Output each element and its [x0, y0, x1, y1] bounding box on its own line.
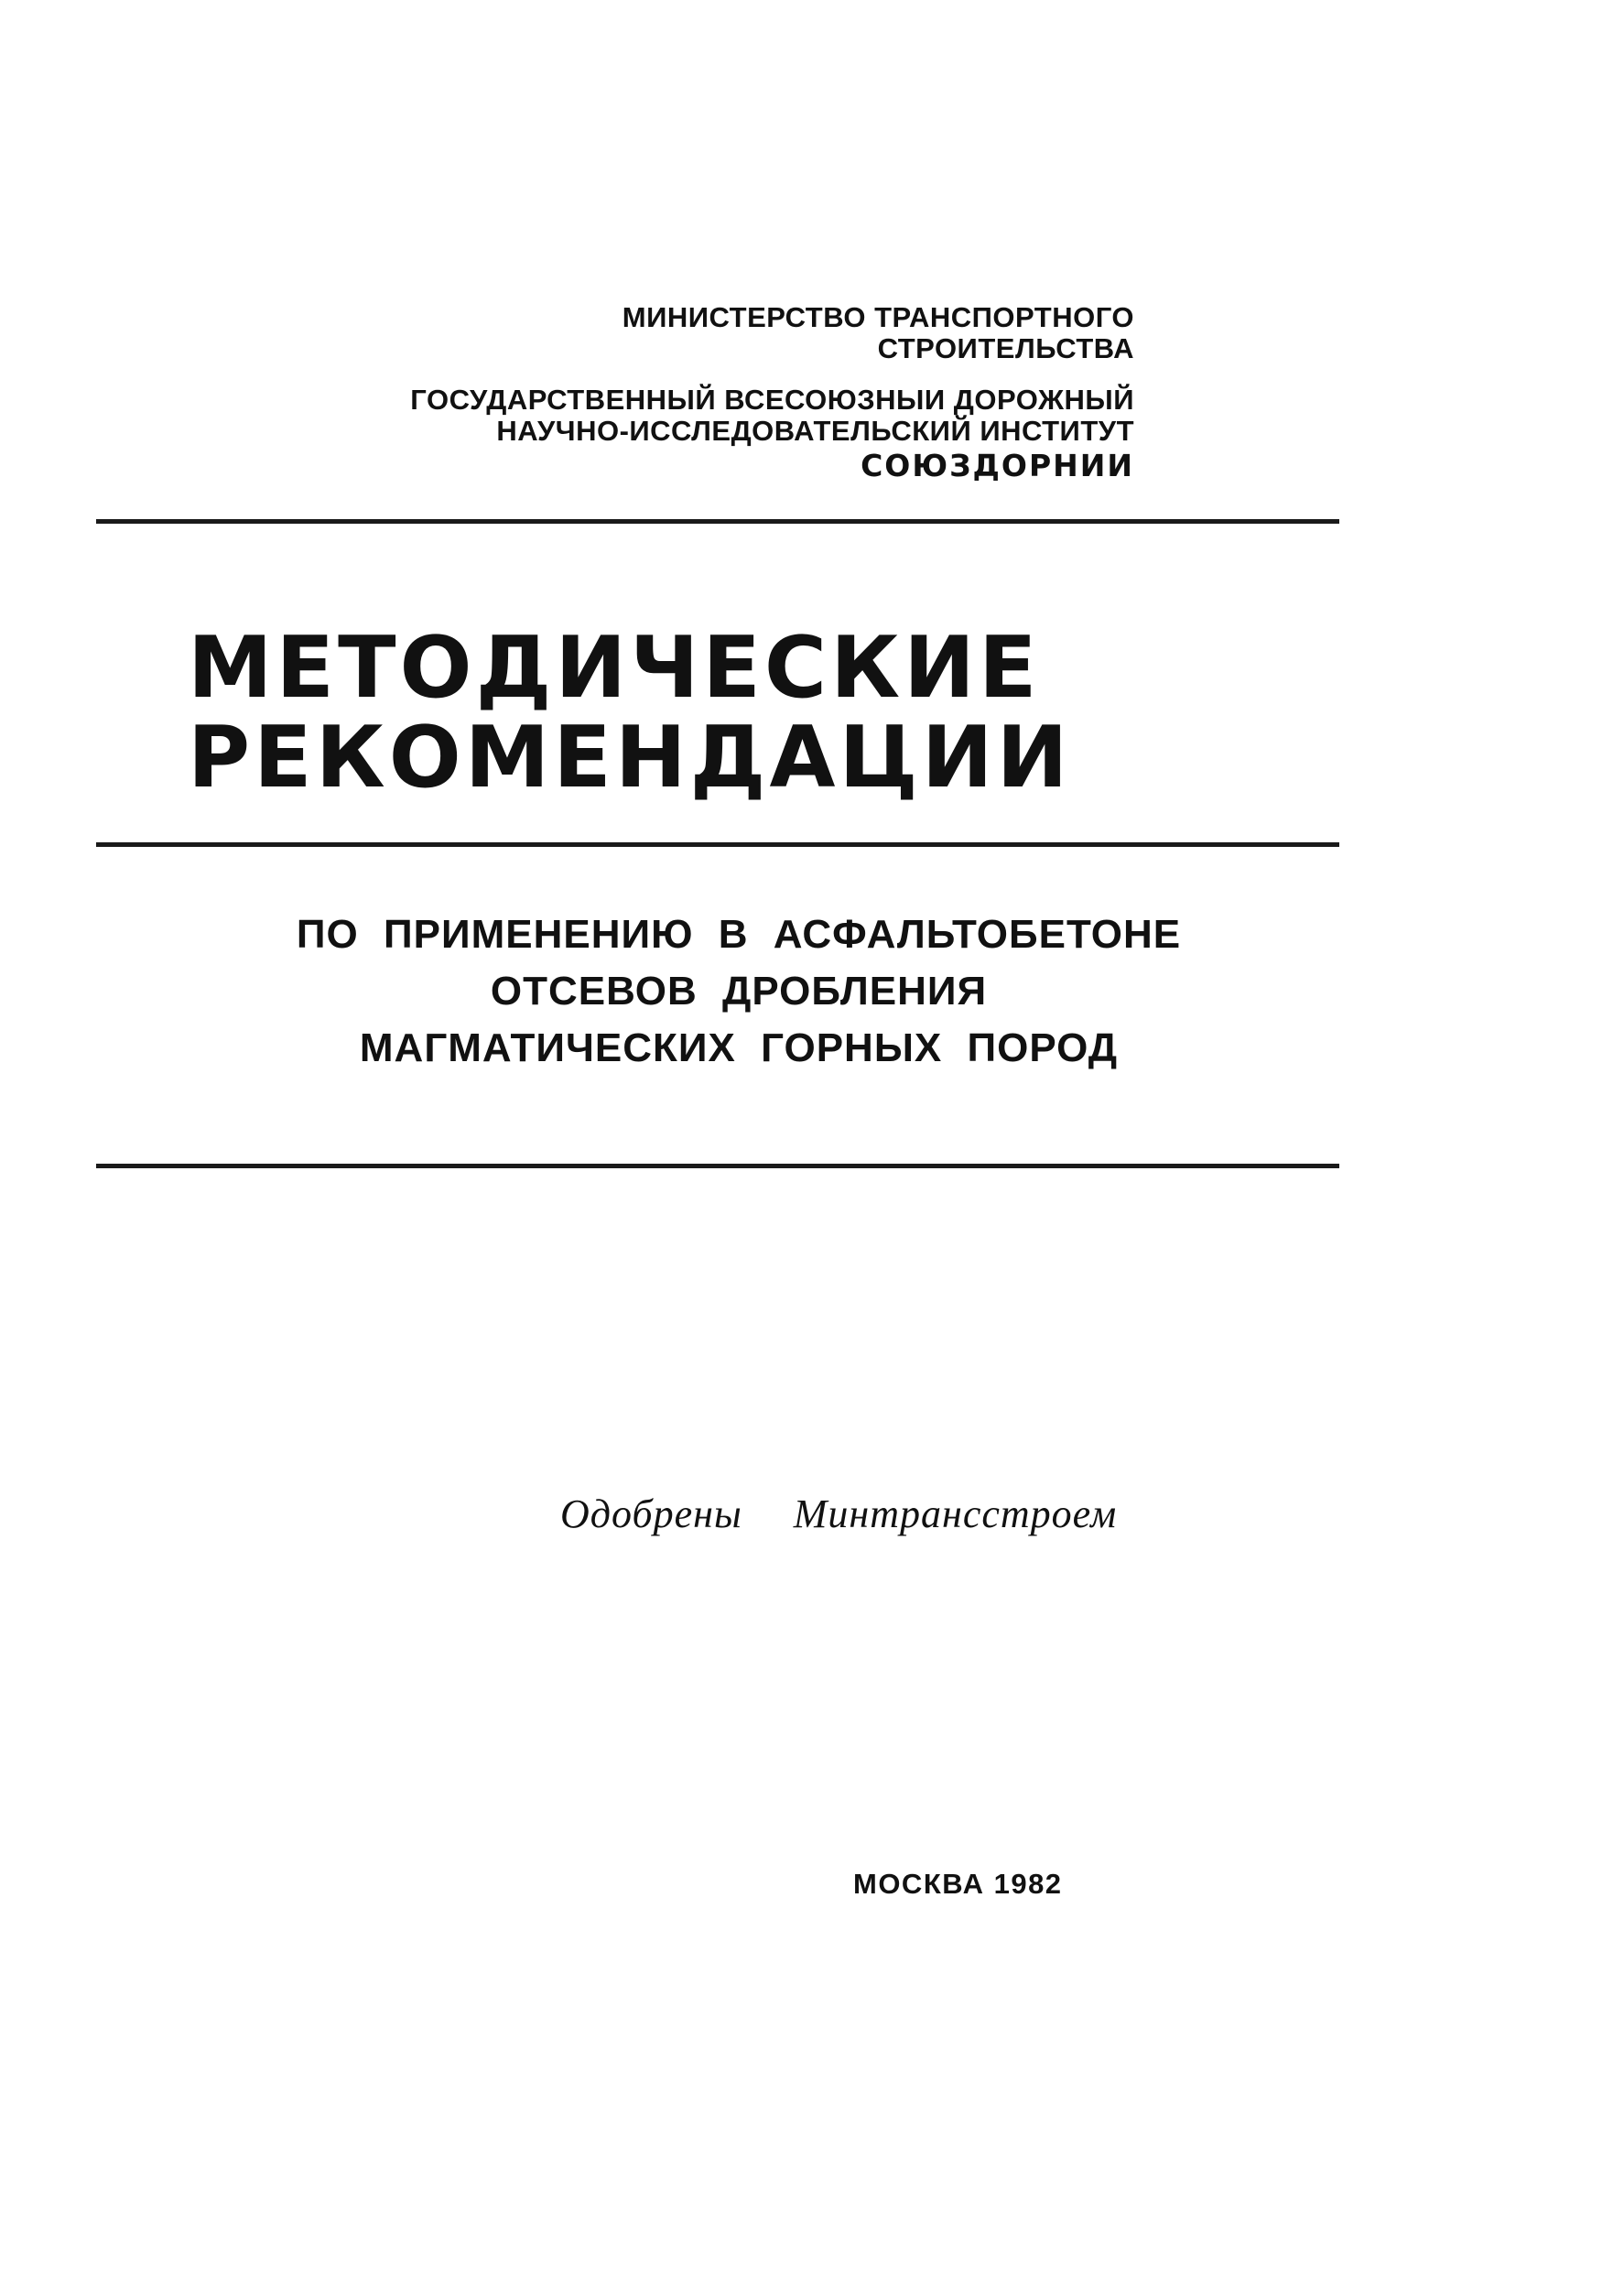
- institute-name: СОЮЗДОРНИИ: [861, 448, 1134, 483]
- ministry-block: [623, 302, 1134, 364]
- divider-bottom: [96, 1164, 1339, 1168]
- approval-note: [560, 1491, 1117, 1537]
- title-line-2: РЕКОМЕНДАЦИИ: [188, 708, 1072, 807]
- institute-line-1: ГОСУДАРСТВЕННЫЙ ВСЕСОЮЗНЫИ ДОРОЖНЫЙ: [410, 384, 1134, 416]
- institute-block: [410, 385, 1134, 482]
- subtitle-line-1: ПО ПРИМЕНЕНИЮ В АСФАЛЬТОБЕТОНЕ: [296, 912, 1182, 957]
- subtitle-line-2: ОТСЕВОВ ДРОБЛЕНИЯ: [490, 969, 988, 1014]
- institute-line-2: НАУЧНО-ИССЛЕДОВАТЕЛЬСКИЙ ИНСТИТУТ: [496, 415, 1134, 447]
- divider-middle: [96, 842, 1339, 847]
- approval-word-2: Минтрансстроем: [793, 1491, 1118, 1536]
- ministry-line-1: МИНИСТЕРСТВО ТРАНСПОРТНОГО: [622, 301, 1134, 333]
- ministry-line-2: СТРОИТЕЛЬСТВА: [877, 332, 1134, 364]
- document-subtitle: [0, 906, 1624, 1077]
- subtitle-line-3: МАГМАТИЧЕСКИХ ГОРНЫХ ПОРОД: [359, 1025, 1119, 1070]
- approval-word-1: Одобрены: [560, 1491, 742, 1536]
- document-title: [188, 618, 1072, 807]
- title-line-1: МЕТОДИЧЕСКИЕ: [188, 618, 1041, 717]
- divider-top: [96, 519, 1339, 524]
- imprint-city-year: МОСКВА 1982: [853, 1868, 1063, 1900]
